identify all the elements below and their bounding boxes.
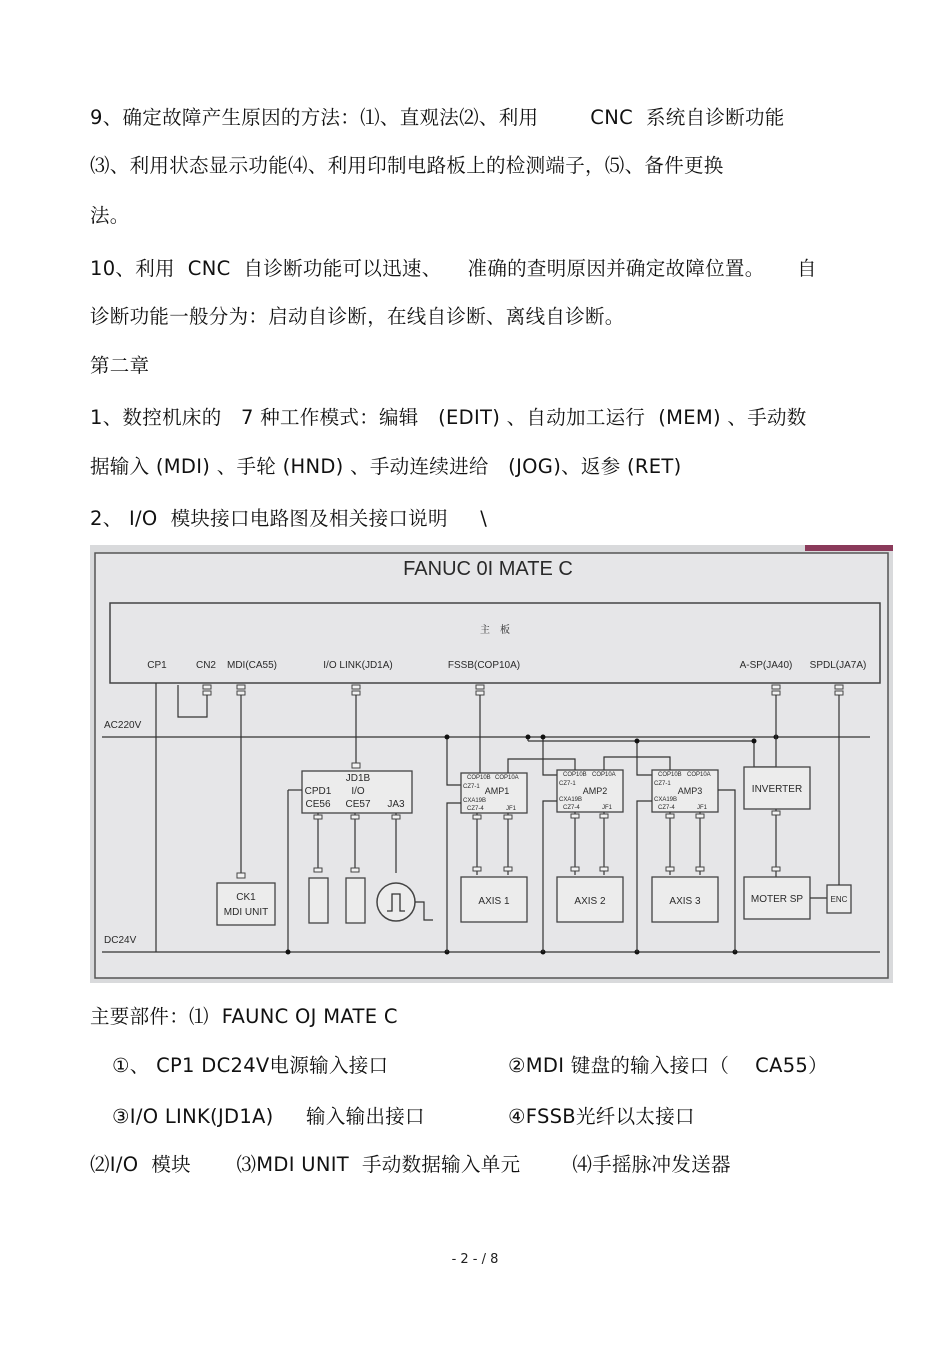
io-ce56: CE56 [305, 799, 331, 810]
item-cp1: ①、 CP1 DC24V电源输入接口 [112, 1054, 389, 1077]
io-label: I/O [351, 786, 365, 797]
port-spdl: SPDL(JA7A) [809, 660, 867, 671]
diagram-title: FANUC 0I MATE C [403, 558, 573, 580]
text-line-1: 9、确定故障产生原因的方法：⑴、直观法⑵、利用 CNC 系统自诊断功能 [90, 106, 785, 129]
io-ce57: CE57 [345, 799, 371, 810]
io-jd1b: JD1B [345, 773, 371, 784]
port-cn2: CN2 [195, 660, 217, 671]
port-fssb: FSSB(COP10A) [447, 660, 521, 671]
amp3-l2: CXA19B [654, 797, 678, 803]
amp3-bottom-right: JF1 [697, 805, 708, 811]
amp2-bottom-right: JF1 [602, 805, 613, 811]
amp1-name: AMP1 [484, 786, 510, 796]
mdi-unit-ck1: CK1 [236, 892, 256, 903]
amp1-bottom-left: CZ7-4 [467, 806, 484, 812]
port-mdi: MDI(CA55) [226, 660, 278, 671]
amp1-bottom-right: JF1 [506, 806, 517, 812]
axis-2: AXIS 2 [574, 896, 606, 907]
amp1-top-right: COP10A [495, 775, 519, 781]
chapter-heading: 第二章 [90, 354, 150, 377]
main-parts-line: 主要部件：⑴ FAUNC OJ MATE C [90, 1005, 398, 1028]
mdi-unit-label: MDI UNIT [223, 907, 269, 918]
page-number: - 2 - / 8 [451, 1252, 499, 1267]
amp3-bottom-left: CZ7-4 [658, 805, 675, 811]
amp2-top-left: COP10B [563, 772, 587, 778]
amp2-l1: CZ7-1 [559, 781, 576, 787]
motor-label: MOTER SP [750, 894, 804, 905]
text-line-8: 据输入 (MDI) 、手轮 (HND) 、手动连续进给 (JOG)、返参 (RET) [90, 455, 682, 478]
amp2-top-right: COP10A [592, 772, 616, 778]
axis-3: AXIS 3 [669, 896, 701, 907]
amp3-name: AMP3 [677, 786, 703, 796]
text-line-7: 1、数控机床的 7 种工作模式：编辑 (EDIT) 、自动加工运行 (MEM) 、手动数 [90, 406, 807, 429]
amp1-l1: CZ7-1 [463, 784, 480, 790]
amp3-l1: CZ7-1 [654, 781, 671, 787]
amp1-top-left: COP10B [467, 775, 491, 781]
text-line-5: 诊断功能一般分为：启动自诊断，在线自诊断、离线自诊断。 [90, 305, 625, 328]
amp3-top-right: COP10A [687, 772, 711, 778]
mainboard-label: 主 板 [480, 625, 510, 636]
port-a-sp: A-SP(JA40) [739, 660, 793, 671]
io-ja3: JA3 [387, 799, 405, 810]
rail-dc24v: DC24V [104, 935, 137, 946]
port-cp1: CP1 [147, 660, 167, 671]
io-module-circuit-diagram [90, 545, 893, 983]
amp2-name: AMP2 [582, 786, 608, 796]
amp1-l2: CXA19B [463, 798, 487, 804]
text-line-9: 2、 I/O 模块接口电路图及相关接口说明 \ [90, 507, 488, 530]
amp2-l2: CXA19B [559, 797, 583, 803]
item-fssb: ④FSSB光纤以太接口 [508, 1105, 695, 1128]
io-cpd1: CPD1 [304, 786, 332, 797]
item-io-link: ③I/O LINK(JD1A) 输入输出接口 [112, 1105, 425, 1128]
port-io-link: I/O LINK(JD1A) [323, 660, 393, 671]
text-line-3: 法。 [90, 204, 130, 227]
rail-ac220v: AC220V [104, 720, 142, 731]
amp2-bottom-left: CZ7-4 [563, 805, 580, 811]
inverter-label: INVERTER [751, 784, 803, 795]
item-row-3: ⑵I/O 模块 ⑶MDI UNIT 手动数据输入单元 ⑷手摇脉冲发送器 [90, 1153, 731, 1176]
item-mdi: ②MDI 键盘的输入接口（ CA55） [508, 1054, 828, 1077]
text-line-2: ⑶、利用状态显示功能⑷、利用印制电路板上的检测端子，⑸、备件更换 [90, 154, 724, 177]
amp3-top-left: COP10B [658, 772, 682, 778]
enc-label: ENC [830, 895, 848, 904]
text-line-4: 10、利用 CNC 自诊断功能可以迅速、 准确的查明原因并确定故障位置。 自 [90, 257, 817, 280]
axis-1: AXIS 1 [478, 896, 510, 907]
